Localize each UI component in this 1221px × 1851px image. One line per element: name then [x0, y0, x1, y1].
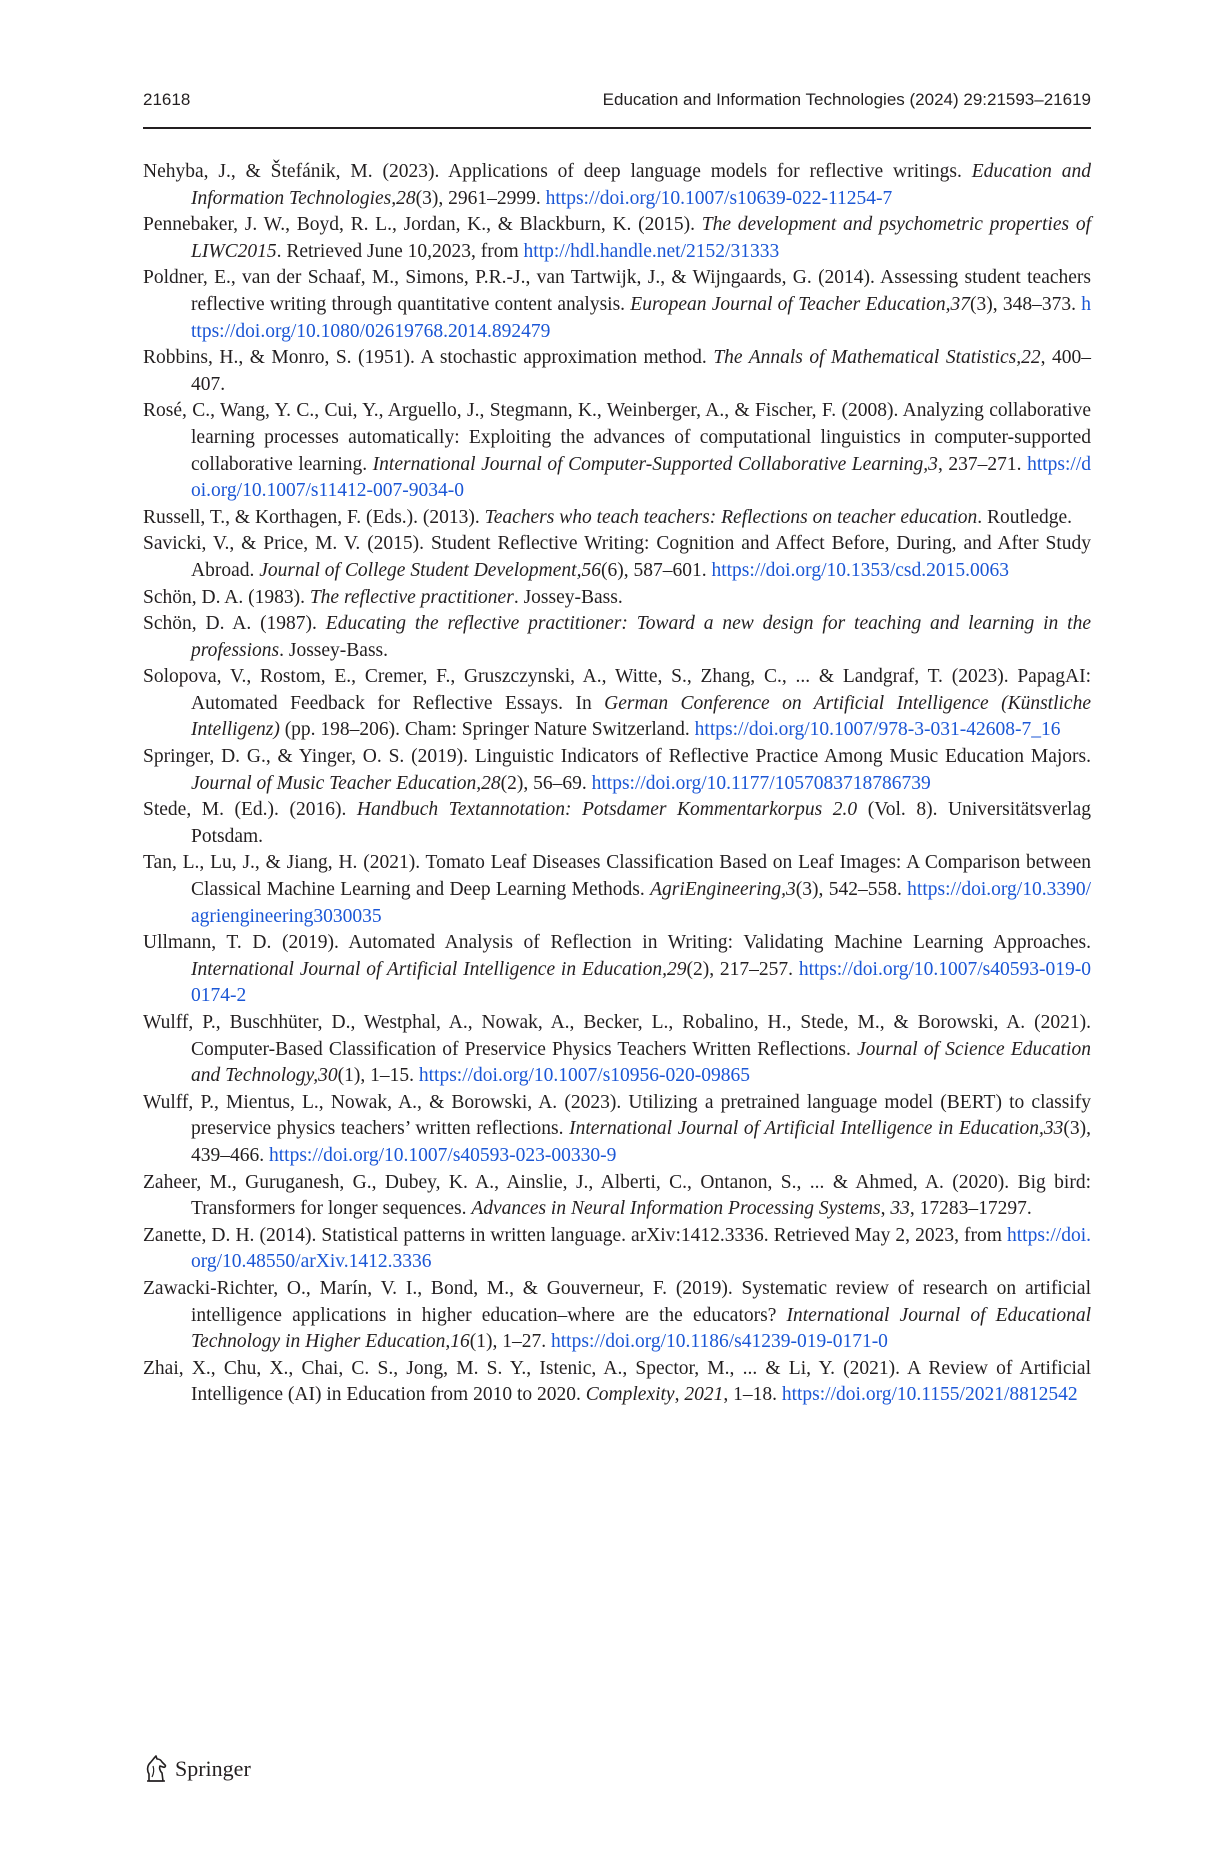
running-header — [143, 88, 1091, 118]
reference-entry — [143, 850, 1091, 930]
reference-text: Russell, T., & Korthagen, F. (Eds.). (2013). — [143, 506, 485, 528]
reference-text: , 237–271. — [937, 453, 1028, 475]
reference-text: , — [674, 1384, 685, 1406]
doi-link[interactable]: https://doi.org/10.1080/02619768.2014.892479 — [191, 293, 1091, 342]
reference-text: Wulff, P., Buschhüter, D., Westphal, A., Nowak, A., Becker, L., Robalino, H., Stede, M., & Borowski, A. (2021). Computer-Based Classification of Preservice Physics Teachers Written Reflections. — [143, 1012, 1091, 1060]
reference-entry — [143, 159, 1091, 212]
reference-text: Wulff, P., Mientus, L., Nowak, A., & Borowski, A. (2023). Utilizing a pretrained language model (BERT) to classify preservice physics teachers’ written reflections. — [143, 1091, 1091, 1140]
reference-text: Springer, D. G., & Yinger, O. S. (2019). Linguistic Indicators of Reflective Practice Among Music Education Majors. — [143, 746, 1091, 768]
reference-text: Zanette, D. H. (2014). Statistical patterns in written language. arXiv:1412.3336. Retrieved May 2, 2023, from — [143, 1224, 1008, 1246]
reference-text: (1), 1–15. — [337, 1065, 419, 1087]
reference-text: Solopova, V., Rostom, E., Cremer, F., Gruszczynski, A., Witte, S., Zhang, C., ... & Landgraf, T. (2023). PapagAI: Automated Feedback for Reflective Essays. In — [143, 666, 1091, 714]
reference-source-title: International Journal of Educational Technology in Higher Education,16 — [191, 1304, 1091, 1353]
doi-link[interactable]: https://doi.org/10.1007/s10639-022-11254-7 — [545, 187, 893, 209]
reference-entry — [143, 1090, 1091, 1170]
reference-source-title: The Annals of Mathematical Statistics,22 — [713, 347, 1041, 369]
reference-text: . Jossey-Bass. — [513, 586, 623, 608]
reference-text: Robbins, H., & Monro, S. (1951). A stochastic approximation method. — [143, 347, 714, 369]
reference-text: (3), 2961–2999. — [415, 187, 546, 209]
reference-text: (1), 1–27. — [469, 1331, 552, 1353]
doi-link[interactable]: https://doi.org/10.48550/arXiv.1412.3336 — [191, 1224, 1091, 1273]
reference-list — [143, 159, 1091, 1409]
reference-source-title: 33 — [890, 1198, 910, 1220]
reference-text: (Vol. 8). Universitätsverlag Potsdam. — [191, 799, 1091, 847]
reference-text: (2), 217–257. — [686, 958, 799, 980]
reference-source-title: International Journal of Computer-Supported Collaborative Learning,3 — [372, 453, 938, 475]
reference-text: (3), 348–373. — [969, 293, 1082, 315]
reference-text: , — [880, 1198, 891, 1220]
reference-text: (6), 587–601. — [600, 559, 712, 581]
reference-text: Zhai, X., Chu, X., Chai, C. S., Jong, M. S. Y., Istenic, A., Spector, M., ... & Li, Y. (2021). A Review of Artificial Intelligence (AI) in Education from 2010 to 2020. — [143, 1357, 1091, 1406]
reference-source-title: Journal of College Student Development,56 — [259, 559, 601, 581]
reference-source-title: AgriEngineering,3 — [650, 879, 796, 901]
doi-link[interactable]: http://hdl.handle.net/2152/31333 — [523, 240, 780, 262]
reference-entry — [143, 1223, 1091, 1276]
reference-text: (3), 542–558. — [795, 879, 908, 901]
reference-source-title: 2021 — [684, 1384, 724, 1406]
reference-source-title: Handbuch Textannotation: Potsdamer Kommentarkorpus 2.0 — [356, 799, 858, 821]
reference-text: Pennebaker, J. W., Boyd, R. L., Jordan, K., & Blackburn, K. (2015). — [143, 214, 702, 236]
doi-link[interactable]: https://doi.org/10.1186/s41239-019-0171-0 — [551, 1331, 888, 1353]
doi-link[interactable]: https://doi.org/10.1007/s40593-023-00330-9 — [269, 1144, 617, 1166]
doi-link[interactable]: https://doi.org/10.1155/2021/8812542 — [781, 1384, 1078, 1406]
page-number: 21618 — [143, 90, 191, 109]
doi-link[interactable]: https://doi.org/10.1353/csd.2015.0063 — [711, 559, 1010, 581]
reference-entry — [143, 345, 1091, 398]
reference-text: , 400–407. — [191, 347, 1092, 395]
reference-entry — [143, 398, 1091, 504]
reference-source-title: Journal of Science Education and Technology,30 — [191, 1038, 1091, 1087]
reference-entry — [143, 930, 1091, 1010]
reference-text: . Retrieved June 10,2023, from — [276, 240, 524, 262]
header-rule — [143, 127, 1091, 129]
reference-entry — [143, 664, 1091, 744]
reference-source-title: Teachers who teach teachers: Reflections on teacher education — [484, 506, 978, 528]
doi-link[interactable]: https://doi.org/10.1007/s10956-020-09865 — [418, 1065, 751, 1087]
reference-source-title: German Conference on Artificial Intelligence (Künstliche Intelligenz) — [191, 692, 1091, 741]
reference-text: Ullmann, T. D. (2019). Automated Analysis of Reflection in Writing: Validating Machine Learning Approaches. — [143, 932, 1091, 954]
reference-entry — [143, 1276, 1091, 1356]
reference-source-title: Education and Information Technologies,28 — [191, 161, 1091, 209]
reference-entry — [143, 797, 1091, 850]
journal-citation: Education and Information Technologies (2024) 29:21593–21619 — [602, 90, 1091, 109]
reference-text: Schön, D. A. (1983). — [143, 586, 310, 608]
reference-text: Rosé, C., Wang, Y. C., Cui, Y., Arguello, J., Stegmann, K., Weinberger, A., & Fischer, F. (2008). Analyzing collaborative learning processes automatically: Exploiting the advances of computational linguistics in computer-supported collaborative learning. — [143, 400, 1091, 475]
reference-entry — [143, 744, 1091, 797]
reference-text: Schön, D. A. (1987). — [143, 613, 326, 635]
reference-text: Tan, L., Lu, J., & Jiang, H. (2021). Tomato Leaf Diseases Classification Based on Leaf Images: A Comparison between Classical Machine Learning and Deep Learning Methods. — [143, 852, 1091, 901]
doi-link[interactable]: https://doi.org/10.1007/978-3-031-42608-7_16 — [694, 719, 1061, 741]
reference-text: (3), 439–466. — [191, 1118, 1091, 1166]
reference-text: . Jossey-Bass. — [279, 639, 389, 661]
doi-link[interactable]: https://doi.org/10.1007/s11412-007-9034-0 — [191, 453, 1091, 502]
springer-horse-icon — [143, 1754, 169, 1784]
reference-entry — [143, 531, 1091, 584]
reference-text: Stede, M. (Ed.). (2016). — [143, 799, 357, 821]
reference-source-title: Educating the reflective practitioner: Toward a new design for teaching and learning in the professions — [191, 613, 1091, 661]
publisher-name: Springer — [175, 1756, 251, 1781]
reference-source-title: Advances in Neural Information Processing Systems — [471, 1198, 881, 1220]
reference-source-title: Journal of Music Teacher Education,28 — [191, 772, 501, 794]
reference-source-title: International Journal of Artificial Intelligence in Education,33 — [569, 1118, 1064, 1140]
reference-text: (2), 56–69. — [500, 772, 592, 794]
reference-source-title: Complexity — [585, 1384, 675, 1406]
reference-entry — [143, 505, 1091, 532]
doi-link[interactable]: https://doi.org/10.1177/1057083718786739 — [591, 772, 931, 794]
reference-entry — [143, 585, 1091, 612]
reference-text: Savicki, V., & Price, M. V. (2015). Student Reflective Writing: Cognition and Affect Before, During, and After Study Abroad. — [143, 533, 1091, 581]
reference-text: (pp. 198–206). Cham: Springer Nature Switzerland. — [279, 719, 695, 741]
reference-text: Nehyba, J., & Štefánik, M. (2023). Applications of deep language models for reflective writings. — [143, 161, 972, 182]
reference-entry — [143, 1170, 1091, 1223]
reference-text: Poldner, E., van der Schaaf, M., Simons, P.R.-J., van Tartwijk, J., & Wijngaards, G. (2014). Assessing student teachers reflective writing through quantitative content analysis. — [143, 267, 1091, 315]
reference-text: . Routledge. — [977, 506, 1073, 528]
reference-entry — [143, 265, 1091, 345]
reference-source-title: The development and psychometric properties of LIWC2015 — [191, 214, 1091, 262]
reference-source-title: International Journal of Artificial Intelligence in Education,29 — [191, 958, 687, 980]
reference-text: , 1–18. — [723, 1384, 782, 1406]
reference-source-title: European Journal of Teacher Education,37 — [630, 293, 970, 315]
reference-text: Zawacki-Richter, O., Marín, V. I., Bond, M., & Gouverneur, F. (2019). Systematic review of research on artificial intelligence applications in higher education–where are the educators? — [143, 1277, 1091, 1326]
doi-link[interactable]: https://doi.org/10.1007/s40593-019-00174-2 — [191, 958, 1091, 1007]
doi-link[interactable]: https://doi.org/10.3390/agriengineering3030035 — [191, 879, 1091, 927]
reference-entry — [143, 1010, 1091, 1090]
reference-entry — [143, 611, 1091, 664]
reference-text: Zaheer, M., Guruganesh, G., Dubey, K. A., Ainslie, J., Alberti, C., Ontanon, S., ... & Ahmed, A. (2020). Big bird: Transformers for longer sequences. — [143, 1171, 1091, 1220]
reference-entry — [143, 1356, 1091, 1409]
reference-source-title: The reflective practitioner — [309, 586, 514, 608]
publisher-footer — [143, 1752, 251, 1786]
reference-entry — [143, 212, 1091, 265]
reference-text: , 17283–17297. — [909, 1198, 1032, 1220]
